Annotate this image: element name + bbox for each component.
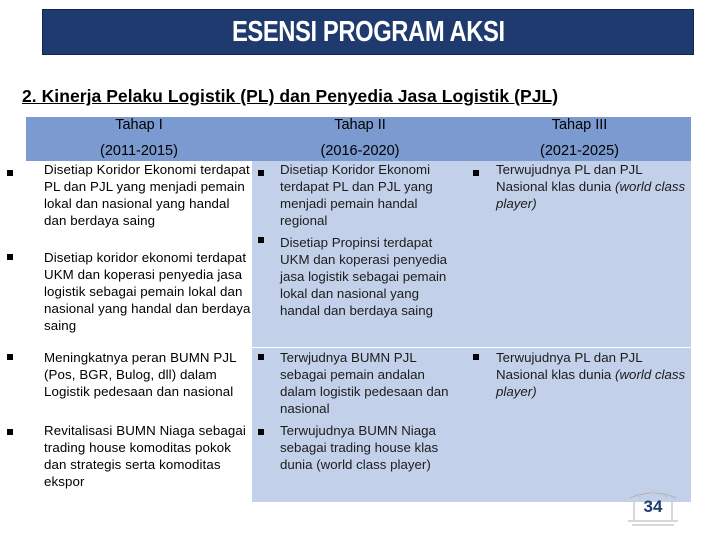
column-tahap-2 [252, 161, 468, 502]
title-banner [42, 9, 694, 55]
bullet-icon [258, 429, 264, 435]
bullet-icon [7, 254, 13, 260]
header-tahap-1 [26, 117, 252, 161]
tahap2-item: Disetiap Propinsi terdapat UKM dan koperasi penyedia jasa logistik sebagai pemain lokal dan nasional yang handal dan berdaya saing [280, 235, 448, 318]
header-tahap-1-period: (2011-2015) [100, 143, 178, 159]
header-tahap-3 [468, 117, 691, 161]
header-tahap-3-name: Tahap III [551, 117, 608, 133]
bullet-icon [7, 354, 13, 360]
header-tahap-3-period: (2021-2025) [540, 143, 619, 159]
header-tahap-2-name: Tahap II [334, 117, 386, 133]
tahap1-item: Meningkatnya peran BUMN PJL (Pos, BGR, Bulog, dll) dalam Logistik pedesaan dan nasional [44, 350, 237, 399]
bullet-icon [473, 170, 479, 176]
tahap1-item: Disetiap koridor ekonomi terdapat UKM dan koperasi penyedia jasa logistik sebagai pemain lokal dan nasional yang handal dan berdaya saing [44, 250, 251, 333]
page-number-badge [624, 490, 682, 530]
column-tahap-1 [26, 161, 252, 502]
bullet-icon [258, 354, 264, 360]
header-tahap-2 [252, 117, 468, 161]
tahap1-item: Disetiap Koridor Ekonomi terdapat PL dan PJL yang menjadi pemain lokal dan nasional yang handal dan berdaya saing [44, 162, 250, 228]
tahap2-item: Terwjudnya BUMN PJL sebagai pemain andalan dalam logistik pedesaan dan nasional [280, 350, 449, 416]
tahap1-item: Revitalisasi BUMN Niaga sebagai trading house komoditas pokok dan strategis serta komoditas ekspor [44, 423, 246, 489]
tahap3-item: Terwujudnya PL dan PJL Nasional klas dunia (world class player) [496, 162, 686, 211]
bullet-icon [473, 354, 479, 360]
tahap3-item: Terwujudnya PL dan PJL Nasional klas dunia (world class player) [496, 350, 686, 399]
tahap2-item: Disetiap Koridor Ekonomi terdapat PL dan PJL yang menjadi pemain handal regional [280, 162, 433, 228]
header-tahap-1-name: Tahap I [115, 117, 163, 133]
bullet-icon [258, 170, 264, 176]
bullet-icon [258, 237, 264, 243]
row-divider [26, 347, 691, 348]
program-table [26, 117, 691, 502]
page-number: 34 [643, 497, 663, 516]
bullet-icon [7, 429, 13, 435]
tahap2-item: Terwujudnya BUMN Niaga sebagai trading house klas dunia (world class player) [280, 423, 439, 472]
section-heading: 2. Kinerja Pelaku Logistik (PL) dan Penyedia Jasa Logistik (PJL) [22, 86, 559, 106]
header-tahap-2-period: (2016-2020) [320, 143, 400, 159]
slide-title: ESENSI PROGRAM AKSI [231, 15, 505, 48]
bullet-icon [7, 170, 13, 176]
column-tahap-3 [468, 161, 691, 502]
